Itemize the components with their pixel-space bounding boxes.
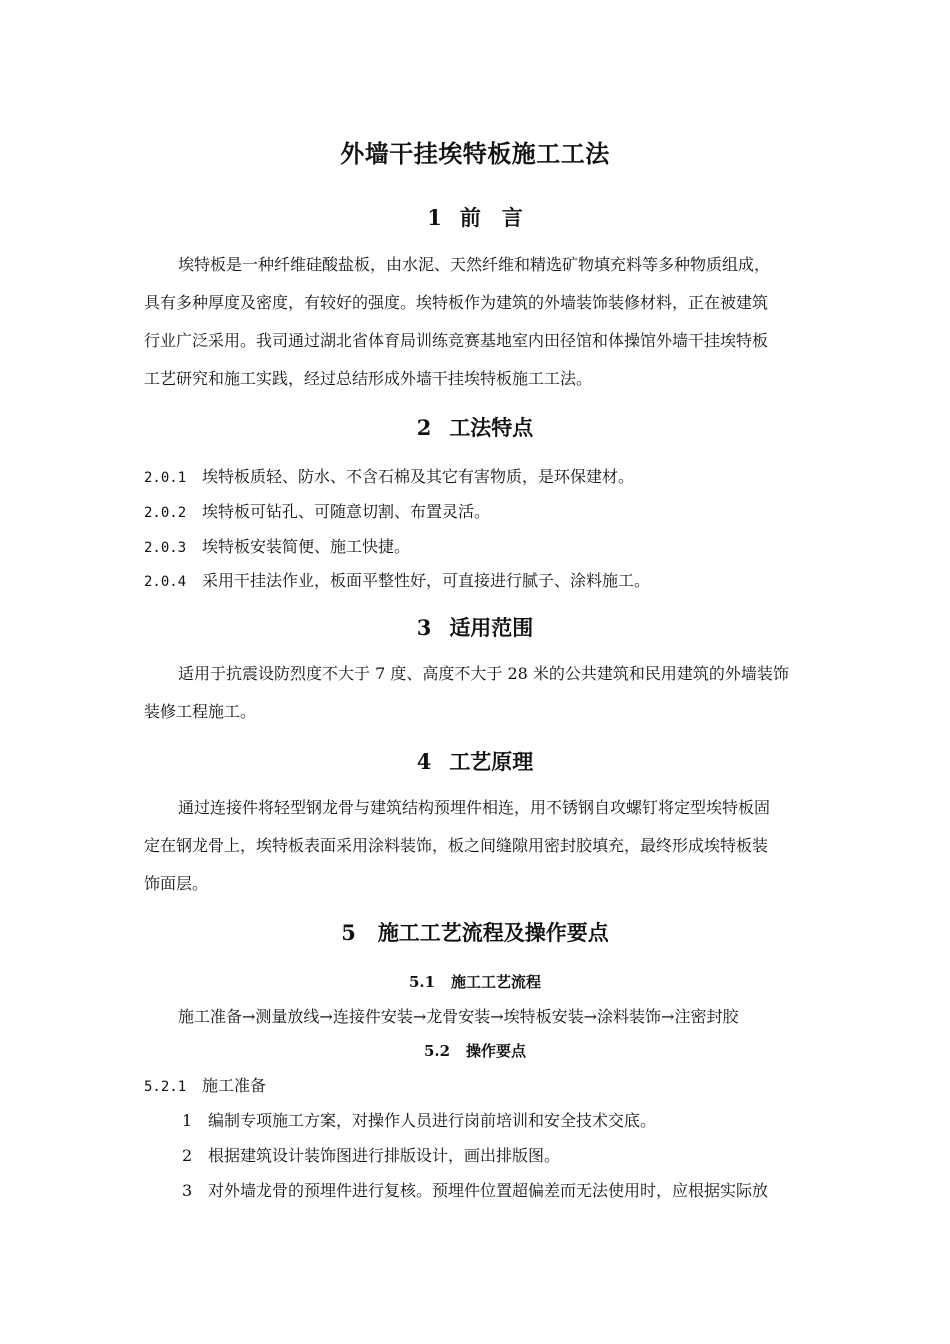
clause-text: 埃特板安装简便、施工快捷。	[202, 537, 411, 556]
section-title: 适用范围	[449, 615, 534, 640]
clause-number: 2.0.4	[144, 574, 187, 590]
subsection-heading-5-1	[0, 971, 950, 992]
paragraph-line: 行业广泛采用。我司通过湖北省体育局训练竞赛基地室内田径馆和体操馆外墙干挂埃特板	[144, 331, 769, 350]
paragraph-line: 饰面层。	[144, 874, 209, 893]
paragraph-line: 适用于抗震设防烈度不大于 7 度、高度不大于 28 米的公共建筑和民用建筑的外墙装饰	[178, 664, 789, 683]
clause-number: 5.2.1	[144, 1079, 187, 1095]
paragraph-line: 定在钢龙骨上，埃特板表面采用涂料装饰，板之间缝隙用密封胶填充，最终形成埃特板装	[144, 836, 769, 855]
clause-number: 2.0.2	[144, 505, 187, 521]
document-title: 外墙干挂埃特板施工工法	[340, 139, 610, 168]
section-title: 工艺原理	[449, 749, 534, 774]
clause-item	[144, 499, 490, 522]
list-item-text: 编制专项施工方案，对操作人员进行岗前培训和安全技术交底。	[208, 1111, 657, 1130]
paragraph-line: 通过连接件将轻型钢龙骨与建筑结构预埋件相连，用不锈钢自攻螺钉将定型埃特板固	[178, 798, 771, 817]
section-number: 2	[416, 415, 432, 440]
list-item-number: 3	[182, 1181, 193, 1200]
subsection-heading-5-2	[0, 1040, 950, 1061]
clause-text: 施工准备	[202, 1076, 267, 1095]
list-item-text: 对外墙龙骨的预埋件进行复核。预埋件位置超偏差而无法使用时，应根据实际放	[208, 1181, 769, 1200]
section-title: 施工工艺流程及操作要点	[377, 920, 609, 945]
section-title: 前 言	[459, 205, 523, 230]
section-heading-1	[0, 202, 950, 232]
clause-text: 采用干挂法作业，板面平整性好，可直接进行腻子、涂料施工。	[202, 571, 651, 590]
paragraph-line: 工艺研究和施工实践，经过总结形成外墙干挂埃特板施工工法。	[144, 369, 593, 388]
clause-item	[144, 534, 410, 557]
section-heading-2	[0, 412, 950, 442]
paragraph-line: 装修工程施工。	[144, 702, 257, 721]
clause-item	[144, 1073, 266, 1096]
paragraph-line: 具有多种厚度及密度，有较好的强度。埃特板作为建筑的外墙装饰装修材料，正在被建筑	[144, 293, 769, 312]
clause-number: 2.0.3	[144, 540, 187, 556]
list-item-number: 2	[182, 1146, 193, 1165]
section-number: 3	[416, 615, 432, 640]
section-heading-3	[0, 612, 950, 642]
clause-item	[144, 464, 634, 487]
subsection-title: 操作要点	[466, 1042, 527, 1060]
clause-text: 埃特板质轻、防水、不含石棉及其它有害物质，是环保建材。	[202, 467, 635, 486]
clause-item	[144, 568, 650, 591]
subsection-number: 5.1	[408, 973, 436, 991]
section-number: 5	[341, 920, 356, 945]
list-item-number: 1	[182, 1111, 193, 1130]
section-number: 1	[427, 205, 442, 230]
clause-text: 埃特板可钻孔、可随意切割、布置灵活。	[202, 502, 491, 521]
section-title: 工法特点	[449, 415, 534, 440]
list-item	[182, 1178, 768, 1201]
clause-number: 2.0.1	[144, 470, 187, 486]
subsection-title: 施工工艺流程	[451, 973, 542, 991]
paragraph-line: 埃特板是一种纤维硅酸盐板，由水泥、天然纤维和精选矿物填充料等多种物质组成，	[178, 255, 771, 274]
subsection-number: 5.2	[423, 1042, 451, 1060]
process-flow: 施工准备→测量放线→连接件安装→龙骨安装→埃特板安装→涂料装饰→注密封胶	[178, 1007, 739, 1026]
section-heading-5	[0, 917, 950, 947]
section-number: 4	[416, 749, 432, 774]
section-heading-4	[0, 746, 950, 776]
list-item-text: 根据建筑设计装饰图进行排版设计，画出排版图。	[208, 1146, 561, 1165]
list-item	[182, 1108, 656, 1131]
list-item	[182, 1143, 560, 1166]
